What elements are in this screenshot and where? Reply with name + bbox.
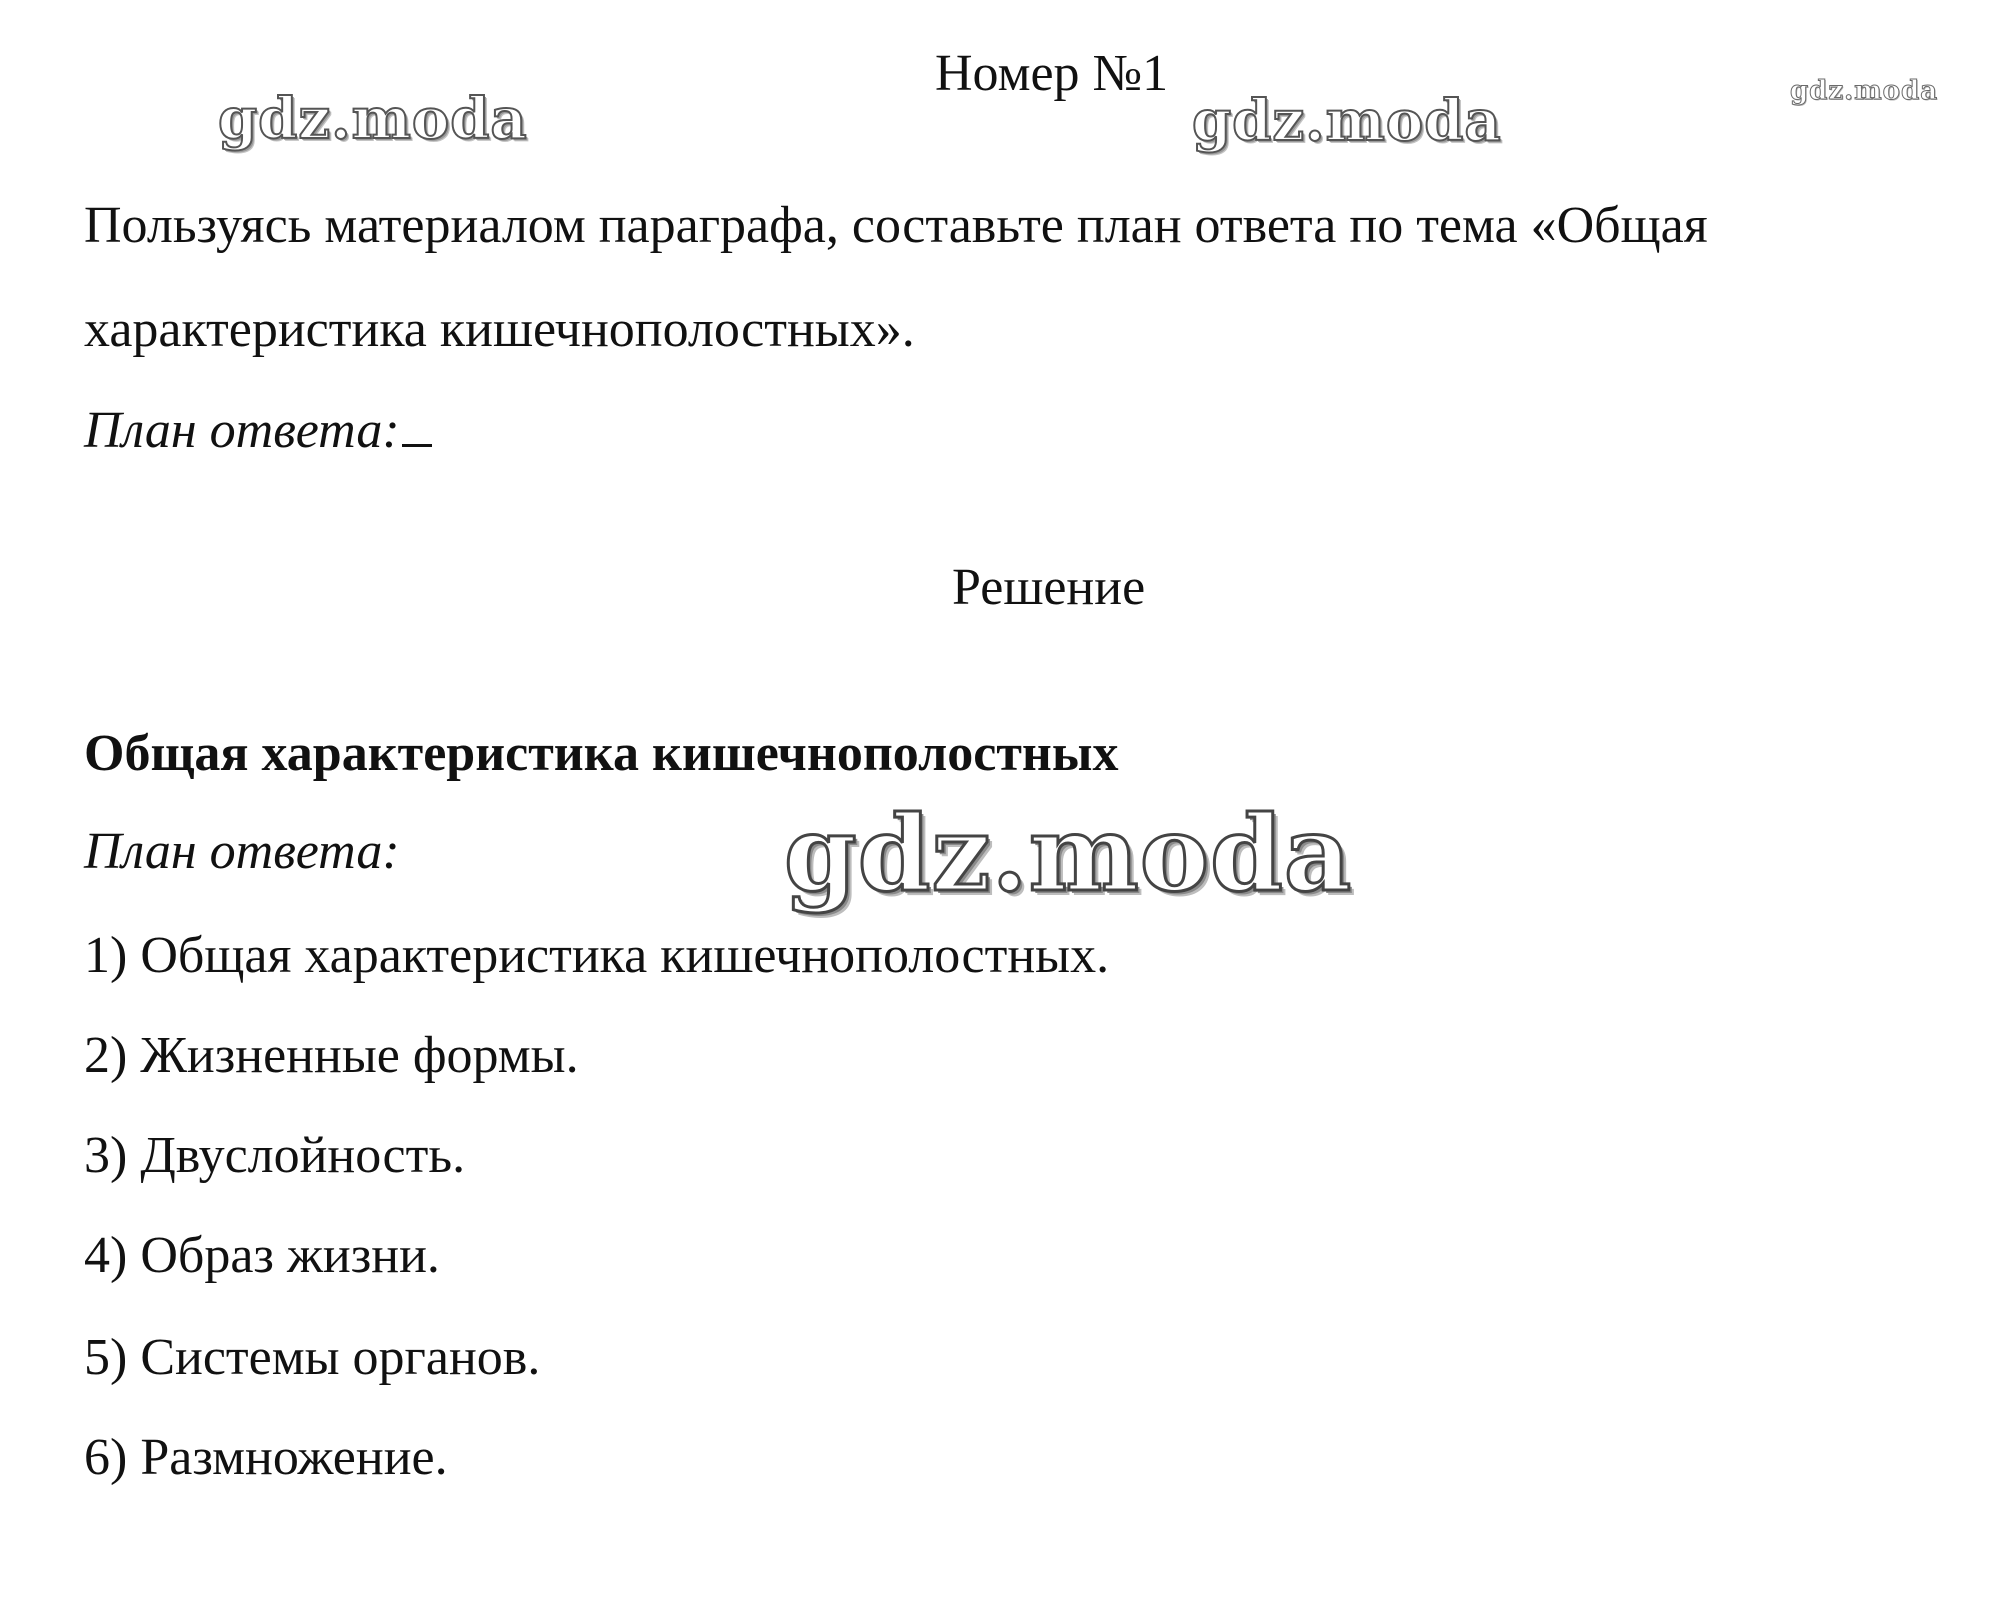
watermark: gdz.moda [1192,88,1502,154]
solution-heading: Общая характеристика кишечнополостных [84,725,1119,782]
task-text-line-2: характеристика кишечнополостных». [84,301,915,358]
plan-item: 4) Образ жизни. [84,1227,440,1284]
watermark: gdz.moda [1790,76,1939,106]
solution-plan-label: План ответа: [84,823,400,880]
plan-item: 1) Общая характеристика кишечнополостных. [84,927,1110,984]
plan-item: 2) Жизненные формы. [84,1027,579,1084]
solution-label: Решение [952,559,1146,616]
task-plan-label-text: План ответа: [84,402,400,459]
page-title: Номер №1 [935,45,1169,102]
answer-blank [402,400,432,447]
plan-item: 6) Размножение. [84,1429,448,1486]
watermark: gdz.moda [784,792,1353,915]
watermark: gdz.moda [218,86,528,152]
task-text-line-1: Пользуясь материалом параграфа, составьте план ответа по тема «Общая [84,197,1708,254]
task-plan-label [84,400,432,461]
plan-item: 5) Системы органов. [84,1329,541,1386]
plan-item: 3) Двуслойность. [84,1127,466,1184]
